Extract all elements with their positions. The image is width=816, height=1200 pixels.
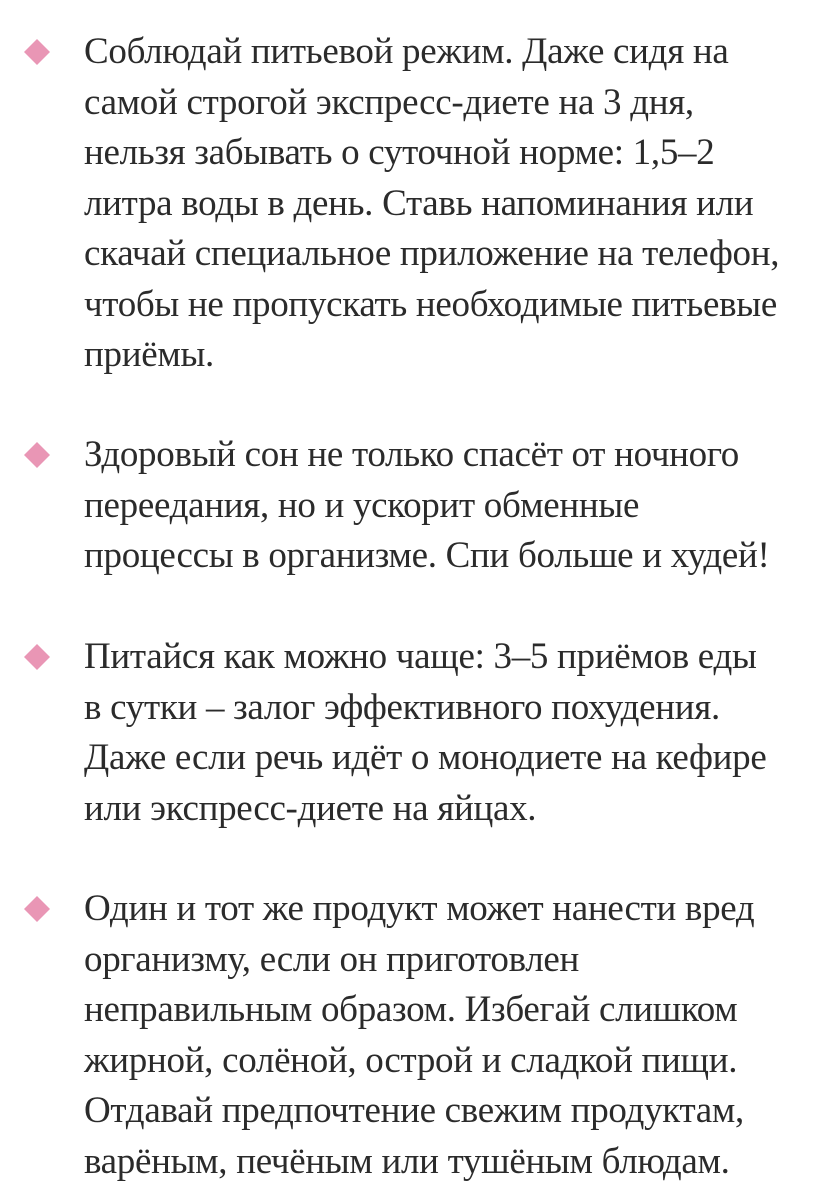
tip-line: в сутки – залог эффективного похудения.: [84, 686, 720, 728]
tip-text: [84, 430, 800, 582]
tip-line: Питайся как можно чаще: 3–5 приёмов еды: [84, 636, 757, 677]
tip-line: приёмы.: [84, 334, 214, 375]
tip-line: скачай специальное приложение на телефон,: [84, 233, 780, 274]
tip-line: организму, если он приготовлен: [84, 938, 580, 980]
tip-line: неправильным образом. Избегай слишком: [84, 989, 738, 1030]
diamond-bullet-icon: [24, 442, 50, 468]
tip-line: самой строгой экспресс-диете на 3 дня,: [84, 81, 694, 123]
tip-line: Здоровый сон не только спасёт от ночного: [84, 434, 739, 475]
tip-text: [84, 27, 800, 381]
tip-text: [84, 884, 800, 1187]
diamond-bullet-icon: [24, 644, 50, 670]
tip-line: чтобы не пропускать необходимые питьевые: [84, 283, 777, 325]
tip-line: литра воды в день. Ставь напоминания или: [84, 182, 754, 224]
diamond-bullet-icon: [24, 896, 50, 922]
tip-line: Один и тот же продукт может нанести вред: [84, 888, 755, 929]
tip-line: Даже если речь идёт о монодиете на кефире: [84, 737, 767, 778]
tip-line: переедания, но и ускорит обменные: [84, 484, 640, 526]
diamond-bullet-icon: [24, 39, 50, 65]
tip-line: Отдавай предпочтение свежим продуктам,: [84, 1090, 744, 1131]
tip-line: варёным, печёным или тушёным блюдам.: [84, 1140, 730, 1182]
tip-line: нельзя забывать о суточной норме: 1,5–2: [84, 132, 715, 173]
tip-text: [84, 632, 800, 834]
tip-line: Соблюдай питьевой режим. Даже сидя на: [84, 31, 729, 72]
tip-line: процессы в организме. Спи больше и худей!: [84, 535, 770, 576]
tip-line: или экспресс-диете на яйцах.: [84, 787, 537, 829]
tip-line: жирной, солёной, острой и сладкой пищи.: [84, 1039, 738, 1081]
